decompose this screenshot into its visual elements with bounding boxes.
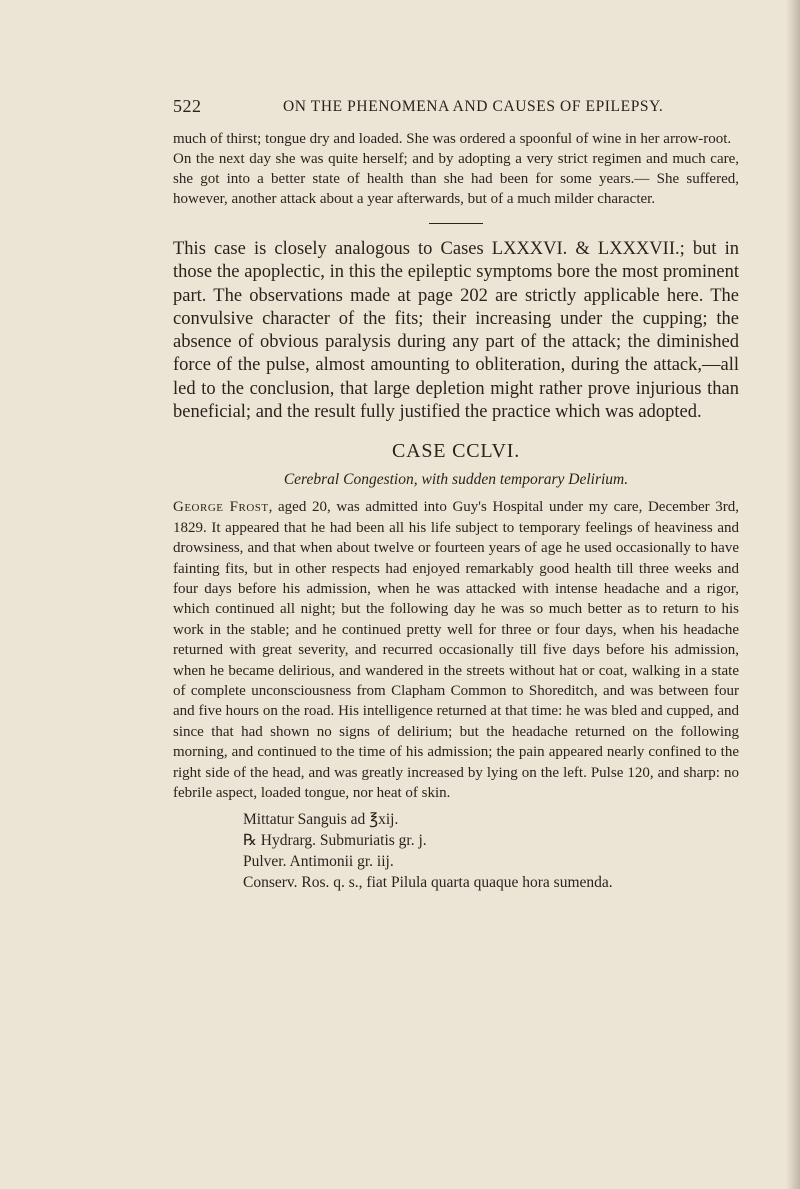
- prescription-line: Pulver. Antimonii gr. iij.: [243, 853, 394, 871]
- commentary-paragraph: This case is closely analogous to Cases LXXXVI. & LXXXVII.; but in those the apoplectic, in this the epileptic symptoms bore the most prominent part. The observations made at page 202 are strictly applicable here. The convulsive character of the fits; their increasing under the cupping; the absence of obvious paralysis during any part of the attack; the diminished force of the pulse, almost amounting to obliteration, during the attack,—all led to the conclusion, that large depletion might rather prove injurious than beneficial; and the result fully justified the practice which was adopted.: [173, 239, 739, 423]
- prescription-line: Mittatur Sanguis ad ℥xij.: [243, 811, 399, 829]
- prescription-line: Conserv. Ros. q. s., fiat Pilula quarta quaque hora sumenda.: [243, 874, 613, 892]
- prescription-line: ℞ Hydrarg. Submuriatis gr. j.: [243, 832, 427, 850]
- prescription: [243, 809, 739, 893]
- case-subtitle: Cerebral Congestion, with sudden temporary Delirium.: [283, 471, 629, 489]
- running-title: ON THE PHENOMENA AND CAUSES OF EPILEPSY.: [283, 98, 664, 115]
- book-page: [173, 96, 739, 893]
- continued-paragraph-2: On the next day she was quite herself; and by adopting a very strict regimen and much care, she got into a better state of health than she had been for some years.— She suffered, however, another attack about a year afterwards, but of a much milder character.: [173, 151, 739, 207]
- section-divider: [429, 223, 483, 224]
- patient-name: George Frost: [173, 499, 269, 516]
- continued-paragraph-1: much of thirst; tongue dry and loaded. She was ordered a spoonful of wine in her arrow-root.: [173, 131, 732, 147]
- page-edge-shadow: [786, 0, 800, 1189]
- case-body-text: , aged 20, was admitted into Guy's Hospital under my care, December 3rd, 1829. It appeared that he had been all his life subject to temporary feelings of heaviness and drowsiness, and that when about twelve or fourteen years of age he used occasionally to have fainting fits, but in other respects had enjoyed remarkably good health till three weeks and four days before his admission, when he was attacked with intense headache and a rigor, which continued all night; but the following day he was so much better as to return to his work in the stable; and he continued pretty well for three or four days, when his headache returned with great severity, and recurred occasionally till five days before his admission, when he became delirious, and wandered in the streets without hat or coat, walking in a state of complete unconsciousness from Clapham Common to Shoreditch, and was between four and five hours on the road. His intelligence returned at that time: he was bled and cupped, and since that had shown no signs of delirium; but the headache returned on the following morning, and continued to the time of his admission; the pain appeared nearly confined to the right side of the head, and was greatly increased by lying on the left. Pulse 120, and sharp: no febrile aspect, loaded tongue, nor heat of skin.: [173, 499, 739, 802]
- page-number: 522: [173, 96, 202, 116]
- running-head: [173, 96, 739, 122]
- case-heading: CASE CCLVI.: [391, 440, 521, 463]
- case-body: [173, 497, 739, 803]
